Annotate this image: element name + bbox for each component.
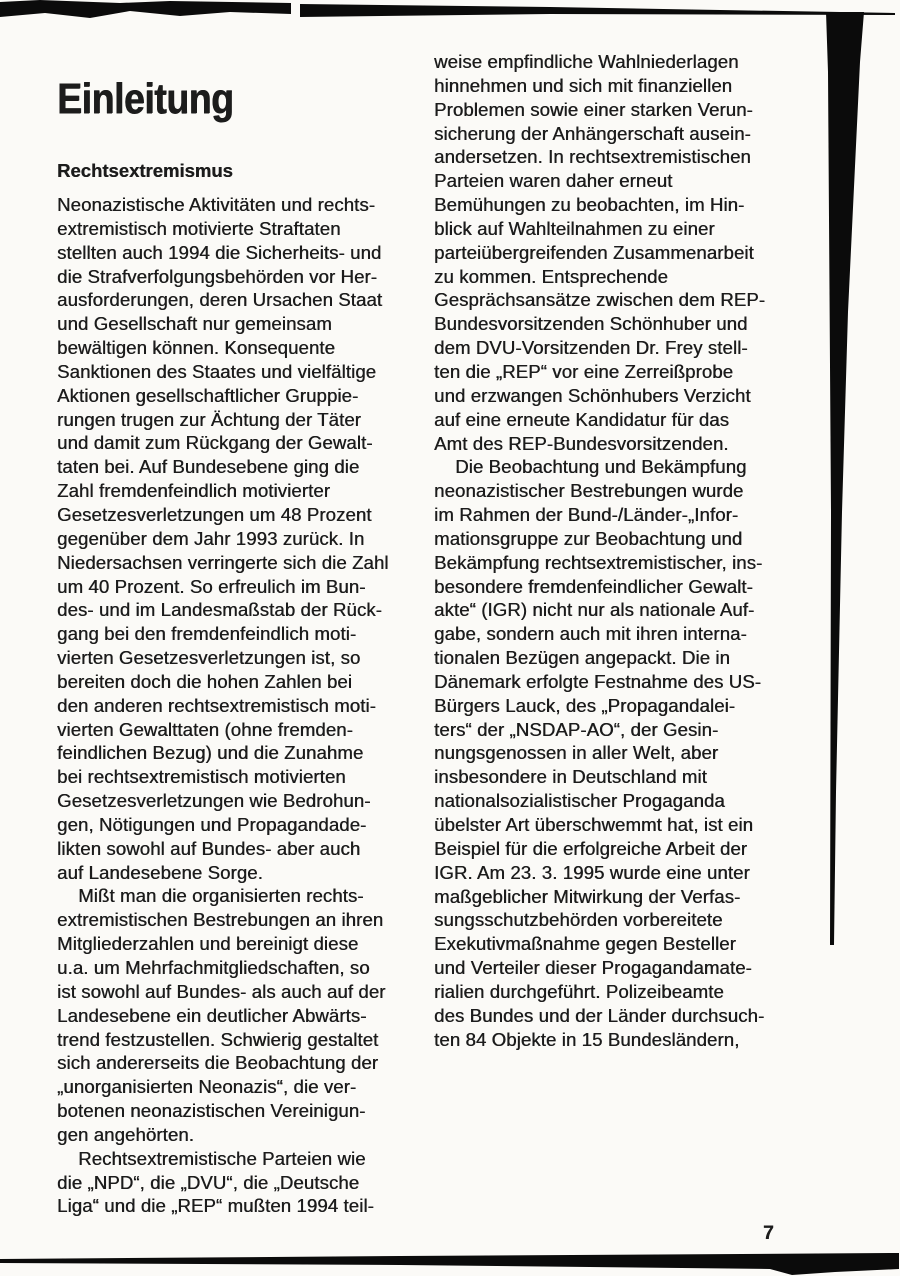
text-line: tionalen Bezügen angepackt. Die in — [434, 647, 730, 669]
text-line: mationsgruppe zur Beobachtung und — [434, 527, 743, 549]
text-line: u.a. um Mehrfachmitgliedschaften, so — [57, 957, 370, 978]
text-line: den anderen rechtsextremistisch moti- — [57, 694, 376, 716]
text-line: sich andererseits die Beobachtung der — [57, 1052, 379, 1074]
text-line: ten die „REP“ vor eine Zerreißprobe — [434, 360, 734, 382]
scan-artifact-top-wedge — [300, 3, 896, 19]
text-line: besondere fremdenfeindlicher Gewalt- — [434, 575, 753, 597]
text-line: Sanktionen des Staates und vielfältige — [57, 360, 377, 382]
text-line: die „NPD“, die „DVU“, die „Deutsche — [57, 1171, 360, 1193]
text-line: sungsschutzbehörden vorbereitete — [434, 909, 723, 931]
text-line: Exekutivmaßnahme gegen Besteller — [434, 933, 736, 955]
text-line: ten 84 Objekte in 15 Bundesländern, — [434, 1028, 740, 1050]
text-line: Rechtsextremistische Parteien wie — [57, 1147, 366, 1169]
scan-artifact-top-left-bar — [0, 0, 292, 22]
text-line: ausforderungen, deren Ursachen Staat — [57, 289, 383, 311]
text-line: Gesetzesverletzungen um 48 Prozent — [57, 503, 372, 525]
text-line: rungen trugen zur Ächtung der Täter — [57, 408, 361, 430]
text-line: stellten auch 1994 die Sicherheits- und — [57, 241, 382, 263]
text-line: Parteien waren daher erneut — [434, 170, 673, 192]
text-line: Bekämpfung rechtsextremistischer, ins- — [434, 551, 763, 573]
text-line: likten sowohl auf Bundes- aber auch — [57, 837, 361, 859]
text-line: auf eine erneute Kandidatur für das — [434, 408, 730, 430]
text-line: übelster Art überschwemmt hat, ist ein — [434, 814, 753, 835]
text-line: extremistischen Bestrebungen an ihren — [57, 909, 384, 931]
text-line: Liga“ und die „REP“ mußten 1994 teil- — [57, 1195, 374, 1217]
text-line: sicherung der Anhängerschaft ausein- — [434, 122, 751, 144]
text-line: trend festzustellen. Schwierig gestaltet — [57, 1028, 379, 1050]
text-line: und erzwangen Schönhubers Verzicht — [434, 384, 751, 406]
right-text-column — [434, 50, 824, 1051]
text-line: Niedersachsen verringerte sich die Zahl — [57, 551, 389, 573]
text-line: des- und im Landesmaßstab der Rück- — [57, 599, 382, 621]
scan-artifact-bottom-bar — [0, 1251, 900, 1276]
text-line: dem DVU-Vorsitzenden Dr. Frey stell- — [434, 337, 748, 359]
text-line: Landesebene ein deutlicher Abwärts- — [57, 1004, 367, 1026]
text-line: andersetzen. In rechtsextremistischen — [434, 146, 751, 168]
text-line: auf Landesebene Sorge. — [57, 861, 263, 883]
text-line: Die Beobachtung und Bekämpfung — [434, 456, 747, 478]
text-line: ist sowohl auf Bundes- als auch auf der — [57, 980, 386, 1002]
text-line: bewältigen können. Konsequente — [57, 337, 335, 359]
page-number: 7 — [763, 1222, 774, 1244]
text-line: Aktionen gesellschaftlicher Gruppie- — [57, 384, 359, 406]
text-line: Bundesvorsitzenden Schönhuber und — [434, 313, 748, 335]
text-line: vierten Gewalttaten (ohne fremden- — [57, 718, 353, 740]
text-line: Problemen sowie einer starken Verun- — [434, 98, 753, 120]
text-line: Gesetzesverletzungen wie Bedrohun- — [57, 790, 371, 812]
text-line: gegenüber dem Jahr 1993 zurück. In — [57, 527, 365, 549]
text-line: nungsgenossen in aller Welt, aber — [434, 742, 719, 764]
text-line: gang bei den fremdenfeindlich moti- — [57, 623, 357, 645]
text-line: des Bundes und der Länder durchsuch- — [434, 1004, 765, 1026]
text-line: bereiten doch die hohen Zahlen bei — [57, 670, 352, 692]
text-line: parteiübergreifenden Zusammenarbeit — [434, 241, 754, 263]
text-line: im Rahmen der Bund-/Länder-„Infor- — [434, 504, 739, 526]
text-line: vierten Gesetzesverletzungen ist, so — [57, 647, 361, 669]
text-line: „unorganisierten Neonazis“, die ver- — [57, 1076, 357, 1098]
text-line: Mitgliederzahlen und bereinigt diese — [57, 933, 359, 955]
text-line: botenen neonazistischen Vereinigun- — [57, 1100, 366, 1122]
text-line: bei rechtsextremistisch motivierten — [57, 766, 346, 788]
text-line: Bürgers Lauck, des „Propagandalei- — [434, 694, 736, 716]
text-line: weise empfindliche Wahlniederlagen — [434, 51, 739, 72]
text-line: gen, Nötigungen und Propagandade- — [57, 813, 367, 835]
text-line: insbesondere in Deutschland mit — [434, 766, 707, 788]
text-line: nationalsozialistischer Progaganda — [434, 790, 725, 812]
text-line: gabe, sondern auch mit ihren interna- — [434, 623, 747, 645]
text-line: Dänemark erfolgte Festnahme des US- — [434, 670, 761, 692]
text-line: Neonazistische Aktivitäten und rechts- — [57, 194, 375, 215]
text-line: und Gesellschaft nur gemeinsam — [57, 313, 332, 335]
text-line: IGR. Am 23. 3. 1995 wurde eine unter — [434, 861, 750, 883]
text-line: Bemühungen zu beobachten, im Hin- — [434, 194, 745, 216]
text-line: Gesprächsansätze zwischen dem REP- — [434, 289, 765, 311]
text-line: rialien durchgeführt. Polizeibeamte — [434, 980, 724, 1002]
text-line: gen angehörten. — [57, 1123, 194, 1145]
text-line: Beispiel für die erfolgreiche Arbeit der — [434, 837, 748, 859]
text-line: taten bei. Auf Bundesebene ging die — [57, 456, 360, 478]
text-line: Zahl fremdenfeindlich motivierter — [57, 480, 331, 502]
scan-artifact-right-edge-bar — [818, 12, 874, 947]
text-line: neonazistischer Bestrebungen wurde — [434, 480, 744, 502]
text-line: extremistisch motivierte Straftaten — [57, 217, 341, 239]
text-line: ters“ der „NSDAP-AO“, der Gesin- — [434, 718, 719, 740]
text-line: akte“ (IGR) nicht nur als nationale Auf- — [434, 599, 755, 621]
text-line: Amt des REP-Bundesvorsitzenden. — [434, 432, 729, 454]
text-line: feindlichen Bezug) und die Zunahme — [57, 742, 364, 764]
text-line: maßgeblicher Mitwirkung der Verfas- — [434, 885, 741, 907]
text-line: um 40 Prozent. So erfreulich im Bun- — [57, 575, 366, 597]
text-line: blick auf Wahlteilnahmen zu einer — [434, 217, 715, 239]
text-line: und damit zum Rückgang der Gewalt- — [57, 432, 373, 454]
text-line: Mißt man die organisierten rechts- — [57, 885, 364, 907]
text-line: die Strafverfolgungsbehörden vor Her- — [57, 265, 377, 287]
text-line: hinnehmen und sich mit finanziellen — [434, 74, 733, 96]
section-heading: Rechtsextremismus — [57, 160, 233, 182]
text-line: und Verteiler dieser Progagandamate- — [434, 957, 752, 979]
page-title: Einleitung — [57, 74, 234, 123]
left-text-column — [57, 193, 437, 1218]
text-line: zu kommen. Entsprechende — [434, 265, 668, 287]
